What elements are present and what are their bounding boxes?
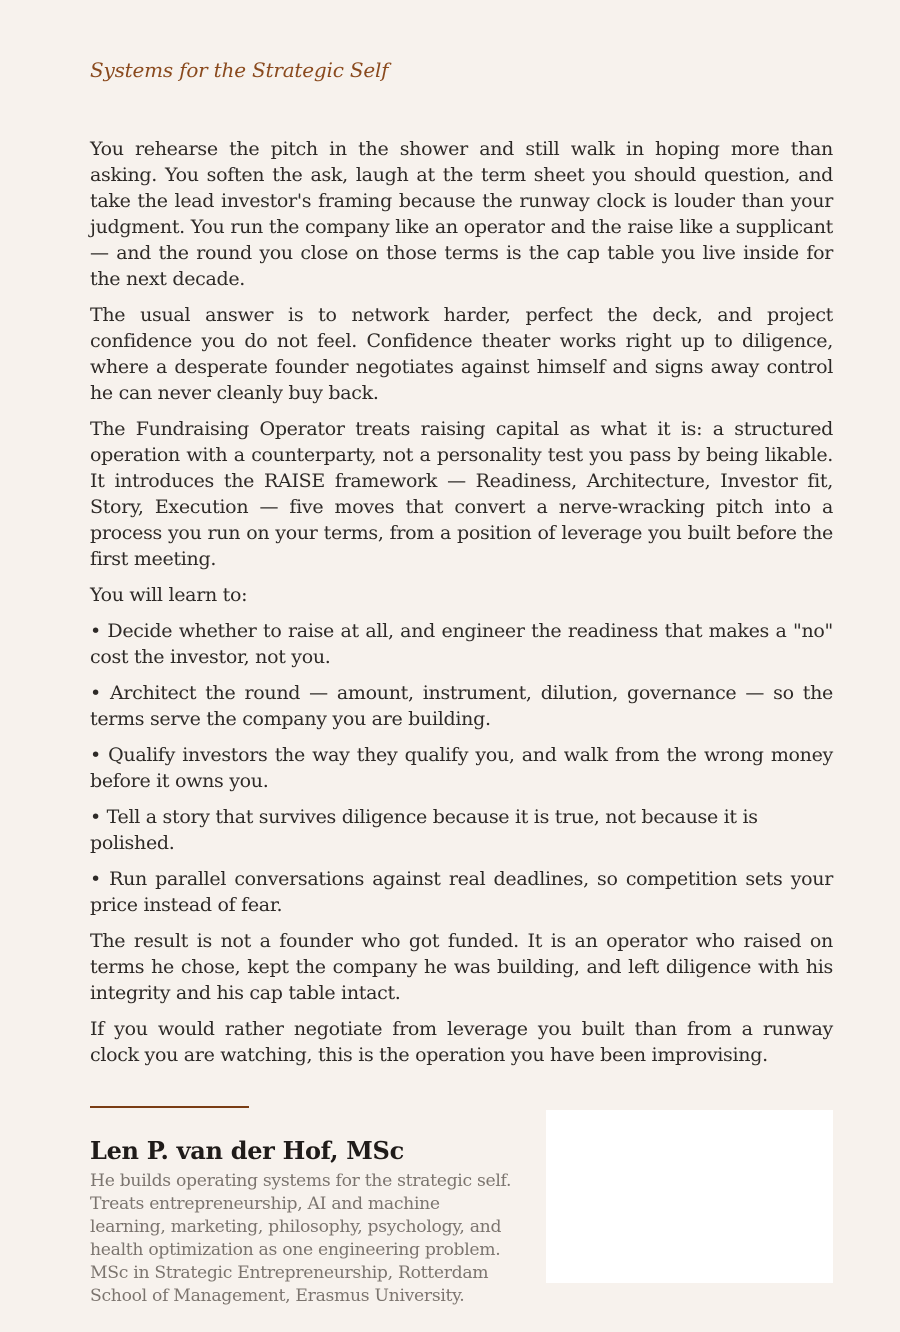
- author-bio: He builds operating systems for the strategic self. Treats entrepreneurship, AI and machine learning, marketing, philosophy, psychology, and health optimization as one engineering problem. MSc in Strategic Entrepreneurship, Rotterdam School of Management, Erasmus University.: [90, 1171, 512, 1306]
- closing-paragraph: If you would rather negotiate from leverage you built than from a runway clock you are watching, this is the operation you have been improvising.: [90, 1018, 833, 1066]
- blurb-paragraph: The Fundraising Operator treats raising capital as what it is: a structured operation with a counterparty, not a personality test you pass by being likable. It introduces the RAISE framework — Readiness, Architecture, Investor fit, Story, Execution — five moves that convert a nerve-wracking pitch into a process you run on your terms, from a position of leverage you built before the first meeting.: [90, 418, 833, 570]
- series-title: Systems for the Strategic Self: [90, 58, 389, 82]
- blurb-paragraph: The usual answer is to network harder, perfect the deck, and project confidence you do not feel. Confidence theater works right up to diligence, where a desperate founder negotiates against himself and signs away control he can never cleanly buy back.: [90, 304, 833, 404]
- bullet-item: • Architect the round — amount, instrument, dilution, governance — so the terms serve the company you are building.: [90, 682, 833, 730]
- author-photo-placeholder: [546, 1110, 833, 1283]
- closing-paragraph: The result is not a founder who got funded. It is an operator who raised on terms he chose, kept the company he was building, and left diligence with his integrity and his cap table intact.: [90, 930, 833, 1004]
- back-cover-blurb: [90, 136, 833, 1078]
- bullet-item: • Decide whether to raise at all, and engineer the readiness that makes a "no" cost the investor, not you.: [90, 620, 833, 668]
- bullet-item: • Run parallel conversations against real deadlines, so competition sets your price instead of fear.: [90, 868, 833, 916]
- bullet-item: • Tell a story that survives diligence because it is true, not because it is polished.: [90, 806, 758, 854]
- learn-intro: You will learn to:: [90, 584, 248, 606]
- blurb-paragraph: You rehearse the pitch in the shower and still walk in hoping more than asking. You soften the ask, laugh at the term sheet you should question, and take the lead investor's framing because the runway clock is louder than your judgment. You run the company like an operator and the raise like a supplicant — and the round you close on those terms is the cap table you live inside for the next decade.: [90, 138, 833, 290]
- bullet-item: • Qualify investors the way they qualify you, and walk from the wrong money before it owns you.: [90, 744, 833, 792]
- author-name: Len P. van der Hof, MSc: [90, 1136, 404, 1165]
- author-divider: [90, 1106, 249, 1108]
